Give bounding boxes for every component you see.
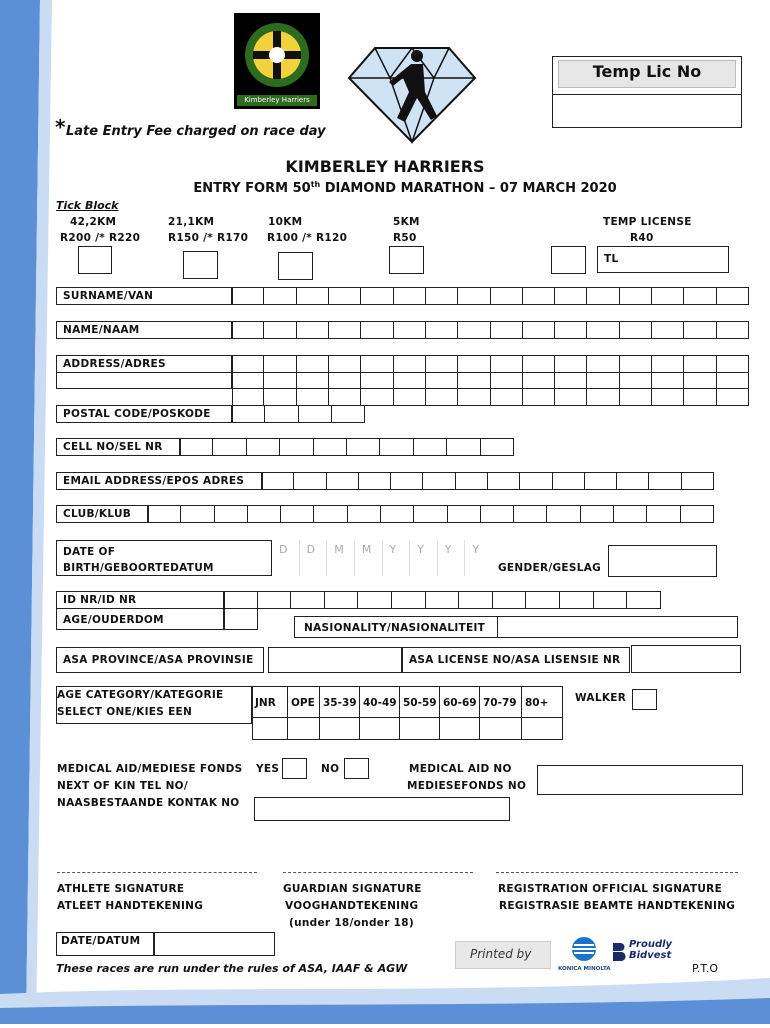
age-option-label: 80+	[525, 697, 549, 709]
input-cell[interactable]	[296, 388, 329, 406]
input-cell[interactable]	[554, 372, 587, 389]
input-cell[interactable]	[683, 388, 716, 406]
medical-aid-no-label-line1: MEDICAL AID NO	[409, 763, 512, 775]
input-cell[interactable]	[559, 591, 594, 609]
input-cell[interactable]	[263, 287, 296, 305]
input-cell[interactable]	[651, 388, 684, 406]
dob-placeholder: Y	[444, 543, 452, 556]
age-category-header-row	[252, 686, 563, 718]
input-cell[interactable]	[457, 388, 490, 406]
input-cell[interactable]	[319, 717, 360, 740]
printed-by-label: Printed by	[470, 947, 532, 961]
input-cell[interactable]	[324, 591, 359, 609]
input-cell[interactable]	[586, 372, 619, 389]
input-cell[interactable]	[490, 287, 523, 305]
input-cell[interactable]	[619, 355, 652, 373]
input-cell[interactable]	[586, 321, 619, 339]
input-cell[interactable]	[490, 321, 523, 339]
entry-form-title-sup: th	[310, 180, 321, 189]
walker-label: WALKER	[575, 692, 627, 704]
age-option-35-39	[320, 686, 360, 718]
input-cell[interactable]	[651, 372, 684, 389]
input-cell[interactable]	[457, 355, 490, 373]
postal-code-cells[interactable]	[232, 405, 365, 423]
guardian-signature-label-line2: VOOGHANDTEKENING	[285, 900, 419, 912]
input-cell[interactable]	[490, 372, 523, 389]
address-line2-label-box[interactable]	[56, 372, 232, 389]
input-cell[interactable]	[247, 505, 281, 523]
guardian-signature-label-line3: (under 18/onder 18)	[289, 917, 414, 929]
dob-placeholder: Y	[417, 543, 424, 556]
input-cell[interactable]	[683, 355, 716, 373]
input-cell[interactable]	[457, 321, 490, 339]
input-cell[interactable]	[232, 405, 265, 423]
age-option-label: 35-39	[323, 697, 357, 709]
input-cell[interactable]	[479, 717, 522, 740]
input-cell[interactable]	[619, 372, 652, 389]
dob-placeholder: D	[306, 543, 316, 556]
asa-province-label: ASA PROVINCE/ASA PROVINSIE	[63, 654, 254, 666]
input-cell[interactable]	[716, 388, 749, 406]
input-cell[interactable]	[425, 591, 460, 609]
postal-code-label: POSTAL CODE/POSKODE	[63, 408, 211, 420]
age-category-label-line1: AGE CATEGORY/KATEGORIE	[57, 689, 224, 701]
distance-42km-fee: R200 /* R220	[60, 232, 141, 244]
input-cell[interactable]	[480, 505, 514, 523]
athlete-signature-label-line1: ATHLETE SIGNATURE	[57, 883, 185, 895]
input-cell[interactable]	[584, 472, 617, 490]
input-cell[interactable]	[490, 388, 523, 406]
tick-box-42km[interactable]	[78, 246, 112, 274]
input-cell[interactable]	[525, 591, 560, 609]
input-cell[interactable]	[180, 438, 213, 456]
age-option-40-49	[360, 686, 400, 718]
name-cells[interactable]	[232, 321, 749, 339]
input-cell[interactable]	[619, 321, 652, 339]
address-cells-row3[interactable]	[232, 388, 749, 406]
input-cell[interactable]	[425, 355, 458, 373]
dob-cell[interactable]	[300, 540, 328, 576]
medical-yes-checkbox[interactable]	[282, 758, 307, 779]
input-cell[interactable]	[683, 372, 716, 389]
input-cell[interactable]	[328, 372, 361, 389]
input-cell[interactable]	[648, 472, 681, 490]
input-cell[interactable]	[359, 717, 400, 740]
input-cell[interactable]	[613, 505, 647, 523]
input-cell[interactable]	[425, 321, 458, 339]
input-cell[interactable]	[586, 287, 619, 305]
next-of-kin-label-line2: NAASBESTAANDE KONTAK NO	[57, 797, 240, 809]
id-nr-label: ID NR/ID NR	[63, 594, 137, 606]
nationality-label: NASIONALITY/NASIONALITEIT	[304, 622, 486, 634]
input-cell[interactable]	[683, 287, 716, 305]
bottom-wave-decoration	[0, 968, 770, 1024]
temp-lic-no-input[interactable]	[554, 96, 740, 126]
gender-label: GENDER/GESLAG	[498, 562, 602, 574]
input-cell[interactable]	[683, 321, 716, 339]
input-cell[interactable]	[619, 388, 652, 406]
input-cell[interactable]	[290, 591, 325, 609]
input-cell[interactable]	[399, 717, 440, 740]
input-cell[interactable]	[326, 472, 359, 490]
input-cell[interactable]	[522, 287, 555, 305]
id-nr-cells[interactable]	[224, 591, 661, 609]
temp-license-label: TEMP LICENSE	[603, 216, 692, 228]
athlete-signature-line[interactable]	[57, 872, 257, 873]
input-cell[interactable]	[457, 287, 490, 305]
surname-label: SURNAME/VAN	[63, 290, 154, 302]
input-cell[interactable]	[347, 505, 381, 523]
input-cell[interactable]	[214, 505, 248, 523]
official-signature-label-line1: REGISTRATION OFFICIAL SIGNATURE	[498, 883, 723, 895]
address-label: ADDRESS/ADRES	[63, 358, 166, 370]
input-cell[interactable]	[446, 438, 480, 456]
medical-aid-no-label-line2: MEDIESEFONDS NO	[407, 780, 527, 792]
input-cell[interactable]	[554, 287, 587, 305]
input-cell[interactable]	[279, 438, 313, 456]
input-cell[interactable]	[296, 372, 329, 389]
guardian-signature-label-line1: GUARDIAN SIGNATURE	[283, 883, 422, 895]
dob-cell[interactable]	[355, 540, 383, 576]
input-cell[interactable]	[716, 287, 749, 305]
input-cell[interactable]	[360, 287, 393, 305]
input-cell[interactable]	[586, 355, 619, 373]
walker-checkbox[interactable]	[632, 689, 657, 710]
input-cell[interactable]	[296, 287, 329, 305]
age-option-jnr	[252, 686, 288, 718]
input-cell[interactable]	[360, 321, 393, 339]
input-cell[interactable]	[522, 388, 555, 406]
input-cell[interactable]	[391, 591, 426, 609]
club-label: CLUB/KLUB	[63, 508, 132, 520]
distance-10km-label: 10KM	[268, 216, 303, 228]
asa-license-field[interactable]	[631, 645, 741, 673]
input-cell[interactable]	[716, 321, 749, 339]
input-cell[interactable]	[393, 321, 426, 339]
input-cell[interactable]	[458, 591, 493, 609]
distance-42km-label: 42,2KM	[70, 216, 117, 228]
input-cell[interactable]	[593, 591, 628, 609]
input-cell[interactable]	[232, 287, 264, 305]
medical-aid-label: MEDICAL AID/MEDIESE FONDS	[57, 763, 243, 775]
age-option-label: 60-69	[443, 697, 477, 709]
input-cell[interactable]	[552, 472, 585, 490]
bidvest-text-line2: Bidvest	[629, 950, 672, 961]
input-cell[interactable]	[360, 388, 393, 406]
dob-label-line2: BIRTH/GEBOORTEDATUM	[63, 562, 214, 574]
dob-cell[interactable]	[327, 540, 355, 576]
input-cell[interactable]	[580, 505, 614, 523]
input-cell[interactable]	[293, 472, 326, 490]
input-cell[interactable]	[287, 717, 320, 740]
dob-placeholder: Y	[389, 543, 397, 556]
tick-box-10km[interactable]	[278, 252, 313, 280]
input-cell[interactable]	[298, 405, 332, 423]
address-cells-row2[interactable]	[232, 372, 749, 389]
input-cell[interactable]	[232, 372, 264, 389]
input-cell[interactable]	[413, 438, 447, 456]
dob-cells[interactable]	[272, 540, 492, 576]
tick-box-21km[interactable]	[183, 251, 218, 279]
input-cell[interactable]	[716, 372, 749, 389]
distance-21km-fee: R150 /* R170	[168, 232, 249, 244]
age-option-label: 40-49	[363, 697, 397, 709]
konica-minolta-logo	[558, 936, 610, 970]
date-field[interactable]	[154, 932, 275, 956]
input-cell[interactable]	[280, 505, 314, 523]
input-cell[interactable]	[393, 287, 426, 305]
entry-form-title-prefix: ENTRY FORM 50	[193, 181, 311, 197]
input-cell[interactable]	[522, 321, 555, 339]
input-cell[interactable]	[626, 591, 661, 609]
cell-no-cells[interactable]	[180, 438, 514, 456]
pto-label: P.T.O	[692, 962, 718, 975]
tick-block-title: Tick Block	[56, 199, 119, 212]
input-cell[interactable]	[492, 591, 527, 609]
email-cells[interactable]	[262, 472, 714, 490]
input-cell[interactable]	[651, 287, 684, 305]
input-cell[interactable]	[264, 405, 298, 423]
input-cell[interactable]	[393, 355, 426, 373]
input-cell[interactable]	[521, 717, 563, 740]
tick-box-5km[interactable]	[389, 246, 424, 274]
input-cell[interactable]	[554, 388, 587, 406]
input-cell[interactable]	[522, 355, 555, 373]
address-cells-row1[interactable]	[232, 355, 749, 373]
entry-form-title	[0, 180, 770, 196]
age-category-grid	[252, 686, 563, 740]
club-name-title: KIMBERLEY HARRIERS	[285, 157, 485, 176]
age-category-label-line2: SELECT ONE/KIES EEN	[57, 706, 193, 718]
dob-cell[interactable]	[438, 540, 466, 576]
input-cell[interactable]	[263, 355, 296, 373]
input-cell[interactable]	[393, 372, 426, 389]
dob-placeholder: M	[334, 543, 344, 556]
age-option-60-69	[440, 686, 480, 718]
rules-note: These races are run under the rules of ASA, IAAF & AGW	[56, 962, 408, 975]
input-cell[interactable]	[346, 438, 380, 456]
input-cell[interactable]	[180, 505, 214, 523]
official-signature-label-line2: REGISTRASIE BEAMTE HANDTEKENING	[499, 900, 736, 912]
age-option-50-59	[400, 686, 440, 718]
input-cell[interactable]	[328, 287, 361, 305]
input-cell[interactable]	[522, 372, 555, 389]
input-cell[interactable]	[232, 355, 264, 373]
asa-license-label: ASA LICENSE NO/ASA LISENSIE NR	[409, 654, 621, 666]
input-cell[interactable]	[554, 321, 587, 339]
email-label: EMAIL ADDRESS/EPOS ADRES	[63, 475, 245, 487]
dob-placeholder: D	[279, 543, 288, 556]
input-cell[interactable]	[490, 355, 523, 373]
dob-cell[interactable]	[410, 540, 438, 576]
next-of-kin-label-line1: NEXT OF KIN TEL NO/	[57, 780, 189, 792]
distance-10km-fee: R100 /* R120	[267, 232, 348, 244]
temp-lic-no-label: Temp Lic No	[592, 62, 702, 81]
input-cell[interactable]	[519, 472, 552, 490]
temp-license-fee: R40	[630, 232, 654, 244]
input-cell[interactable]	[313, 505, 347, 523]
input-cell[interactable]	[357, 591, 392, 609]
input-cell[interactable]	[457, 372, 490, 389]
input-cell[interactable]	[425, 372, 458, 389]
input-cell[interactable]	[425, 287, 458, 305]
input-cell[interactable]	[313, 438, 347, 456]
input-cell[interactable]	[546, 505, 580, 523]
input-cell[interactable]	[680, 505, 714, 523]
input-cell[interactable]	[554, 355, 587, 373]
distance-21km-label: 21,1KM	[168, 216, 215, 228]
age-option-ope	[288, 686, 320, 718]
input-cell[interactable]	[331, 405, 365, 423]
input-cell[interactable]	[480, 438, 514, 456]
input-cell[interactable]	[646, 505, 680, 523]
date-label: DATE/DATUM	[61, 935, 141, 947]
input-cell[interactable]	[328, 355, 361, 373]
input-cell[interactable]	[257, 591, 292, 609]
dob-cell[interactable]	[272, 540, 300, 576]
name-label: NAME/NAAM	[63, 324, 140, 336]
age-cells[interactable]	[224, 608, 258, 630]
input-cell[interactable]	[487, 472, 520, 490]
left-edge-decoration	[0, 0, 52, 1024]
gender-field[interactable]	[608, 545, 717, 577]
input-cell[interactable]	[439, 717, 480, 740]
input-cell[interactable]	[263, 321, 296, 339]
input-cell[interactable]	[224, 591, 258, 609]
nationality-field[interactable]	[497, 616, 738, 638]
dob-placeholder: Y	[472, 543, 480, 556]
input-cell[interactable]	[379, 438, 413, 456]
dob-cell[interactable]	[383, 540, 411, 576]
input-cell[interactable]	[380, 505, 414, 523]
temp-lic-no-divider	[552, 94, 742, 95]
input-cell[interactable]	[328, 388, 361, 406]
dob-placeholder: M	[361, 543, 372, 556]
medical-no-checkbox[interactable]	[344, 758, 369, 779]
input-cell[interactable]	[455, 472, 488, 490]
konica-minolta-text: KONICA MINOLTA	[558, 966, 611, 972]
input-cell[interactable]	[619, 287, 652, 305]
medical-aid-no-field[interactable]	[537, 765, 743, 795]
tick-box-temp-license[interactable]	[551, 246, 586, 274]
dob-cell[interactable]	[465, 540, 492, 576]
input-cell[interactable]	[651, 321, 684, 339]
input-cell[interactable]	[296, 321, 329, 339]
age-option-label: OPE	[291, 697, 315, 709]
input-cell[interactable]	[232, 321, 264, 339]
input-cell[interactable]	[224, 608, 258, 630]
input-cell[interactable]	[447, 505, 481, 523]
input-cell[interactable]	[148, 505, 181, 523]
input-cell[interactable]	[252, 717, 288, 740]
guardian-signature-line[interactable]	[283, 872, 473, 873]
distance-5km-label: 5KM	[393, 216, 420, 228]
input-cell[interactable]	[296, 355, 329, 373]
athlete-signature-label-line2: ATLEET HANDTEKENING	[57, 900, 204, 912]
input-cell[interactable]	[360, 372, 393, 389]
logo-text: Kimberley Harriers	[244, 96, 310, 104]
input-cell[interactable]	[212, 438, 246, 456]
official-signature-line[interactable]	[496, 872, 738, 873]
tl-label: TL	[604, 253, 619, 265]
input-cell[interactable]	[651, 355, 684, 373]
entry-form-title-suffix: DIAMOND MARATHON – 07 MARCH 2020	[320, 181, 617, 197]
surname-cells[interactable]	[232, 287, 749, 305]
age-option-label: JNR	[255, 697, 276, 709]
input-cell[interactable]	[328, 321, 361, 339]
input-cell[interactable]	[246, 438, 280, 456]
input-cell[interactable]	[616, 472, 649, 490]
input-cell[interactable]	[422, 472, 455, 490]
input-cell[interactable]	[263, 372, 296, 389]
bidvest-logo	[611, 939, 671, 969]
input-cell[interactable]	[393, 388, 426, 406]
input-cell[interactable]	[262, 472, 294, 490]
input-cell[interactable]	[263, 388, 296, 406]
diamond-runner-logo	[345, 42, 479, 146]
age-category-tick-row[interactable]	[252, 717, 563, 740]
distance-5km-fee: R50	[393, 232, 417, 244]
input-cell[interactable]	[413, 505, 447, 523]
input-cell[interactable]	[358, 472, 391, 490]
age-option-label: 70-79	[483, 697, 517, 709]
age-option-70-79	[480, 686, 522, 718]
input-cell[interactable]	[513, 505, 547, 523]
input-cell[interactable]	[390, 472, 423, 490]
input-cell[interactable]	[425, 388, 458, 406]
cell-no-label: CELL NO/SEL NR	[63, 441, 163, 453]
input-cell[interactable]	[232, 388, 264, 406]
late-entry-asterisk: *	[55, 115, 66, 139]
bidvest-text-line1: Proudly	[629, 939, 673, 950]
medical-no-label: NO	[321, 763, 340, 775]
dob-label-line1: DATE OF	[63, 546, 116, 558]
club-logo	[234, 13, 320, 109]
age-option-label: 50-59	[403, 697, 437, 709]
club-cells[interactable]	[148, 505, 714, 523]
input-cell[interactable]	[360, 355, 393, 373]
input-cell[interactable]	[716, 355, 749, 373]
age-label: AGE/OUDERDOM	[63, 614, 164, 626]
late-entry-note: Late Entry Fee charged on race day	[66, 124, 326, 139]
asa-province-field[interactable]	[268, 647, 402, 673]
age-option-80-plus	[522, 686, 563, 718]
next-of-kin-field[interactable]	[254, 797, 510, 821]
input-cell[interactable]	[681, 472, 714, 490]
medical-yes-label: YES	[256, 763, 280, 775]
input-cell[interactable]	[586, 388, 619, 406]
